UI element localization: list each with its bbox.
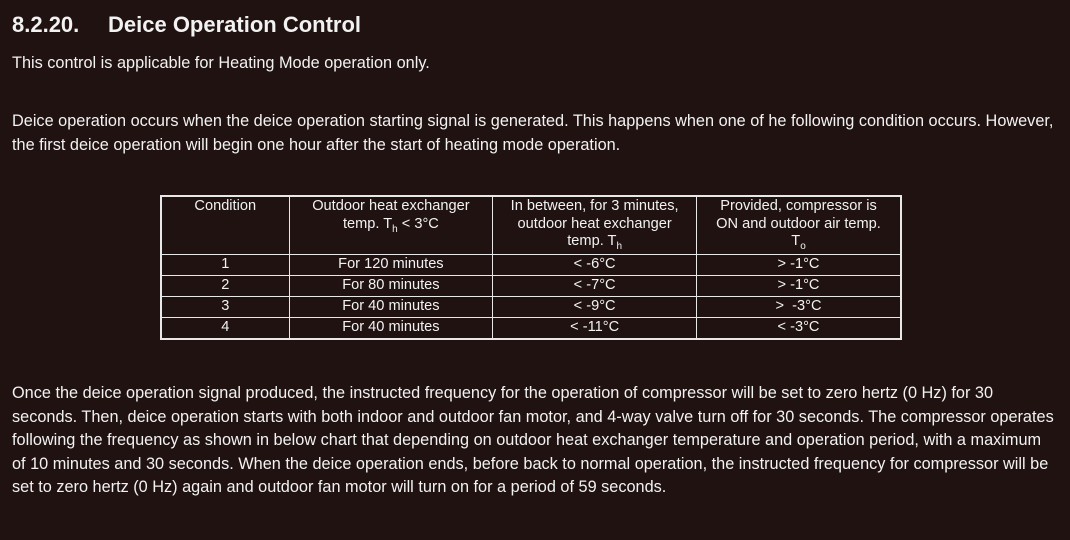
cell-condition: 3 [161, 297, 289, 318]
table-row [161, 297, 901, 318]
header-col3-line1: In between, for 3 minutes, [510, 198, 679, 214]
cell-between-temp: < -11°C [493, 318, 697, 339]
cell-condition: 4 [161, 318, 289, 339]
section-title: Deice Operation Control [108, 12, 362, 37]
deice-paragraph: Deice operation occurs when the deice operation starting signal is generated. This happens when one of he following condition occurs. However, the first deice operation will begin one hour after the start of heating mode operation. [12, 112, 1054, 154]
table-header-row [161, 196, 901, 255]
header-col2-line2-pre: temp. T [342, 215, 393, 232]
header-in-between-temp [493, 196, 697, 255]
cell-condition: 1 [161, 255, 289, 276]
header-col3-line2: outdoor heat exchanger [517, 215, 672, 232]
header-col4-line3-sub: o [800, 240, 806, 252]
header-outdoor-air-temp [697, 196, 901, 255]
cell-air-temp: > -1°C [697, 255, 901, 276]
cell-air-temp: > -1°C [697, 276, 901, 297]
header-condition [161, 196, 289, 255]
header-condition-label: Condition [194, 198, 257, 214]
cell-between-temp: < -7°C [493, 276, 697, 297]
header-col4-line1: Provided, compressor is [720, 198, 877, 214]
cell-duration: For 120 minutes [289, 255, 493, 276]
cell-condition: 2 [161, 276, 289, 297]
cell-duration: For 40 minutes [289, 318, 493, 339]
cell-air-temp: < -3°C [697, 318, 901, 339]
header-col3-line3 [496, 233, 693, 251]
header-col2-line2-sub: h [392, 223, 398, 235]
header-col2-line2 [293, 216, 490, 234]
cell-air-temp: > -3°C [697, 297, 901, 318]
header-col4-line2: ON and outdoor air temp. [716, 215, 881, 232]
cell-duration: For 40 minutes [289, 297, 493, 318]
header-col2-line2-post: < 3°C [397, 215, 439, 232]
table-row [161, 276, 901, 297]
after-deice-paragraph: Once the deice operation signal produced, the instructed frequency for the operation of compressor will be set to zero hertz (0 Hz) for 30 seconds. Then, deice operation starts with both indoor and outdoor fan motor, and 4-way valve turn off for 30 seconds. The compressor operates following the frequency as shown in below chart that depending on outdoor heat exchanger temperature and operation period, with a maximum of 10 minutes and 30 seconds. When the deice operation ends, before back to normal operation, the instructed frequency for compressor will be set to zero hertz (0 Hz) again and outdoor fan motor will turn on for a period of 59 seconds. [12, 384, 1054, 496]
intro-paragraph: This control is applicable for Heating Mode operation only. [12, 54, 430, 72]
header-col4-line3-pre: T [791, 233, 801, 249]
cell-between-temp: < -9°C [493, 297, 697, 318]
deice-condition-table [160, 195, 902, 340]
table-row [161, 255, 901, 276]
cell-duration: For 80 minutes [289, 276, 493, 297]
header-col2-line1: Outdoor heat exchanger [312, 198, 470, 214]
section-heading [12, 11, 361, 39]
cell-between-temp: < -6°C [493, 255, 697, 276]
header-col3-line3-sub: h [616, 240, 623, 252]
table-row [161, 318, 901, 339]
header-col3-line3-pre: temp. T [567, 233, 617, 249]
header-outdoor-hx-temp [289, 196, 493, 255]
header-col4-line3 [700, 233, 897, 251]
section-number: 8.2.20. [12, 12, 80, 37]
